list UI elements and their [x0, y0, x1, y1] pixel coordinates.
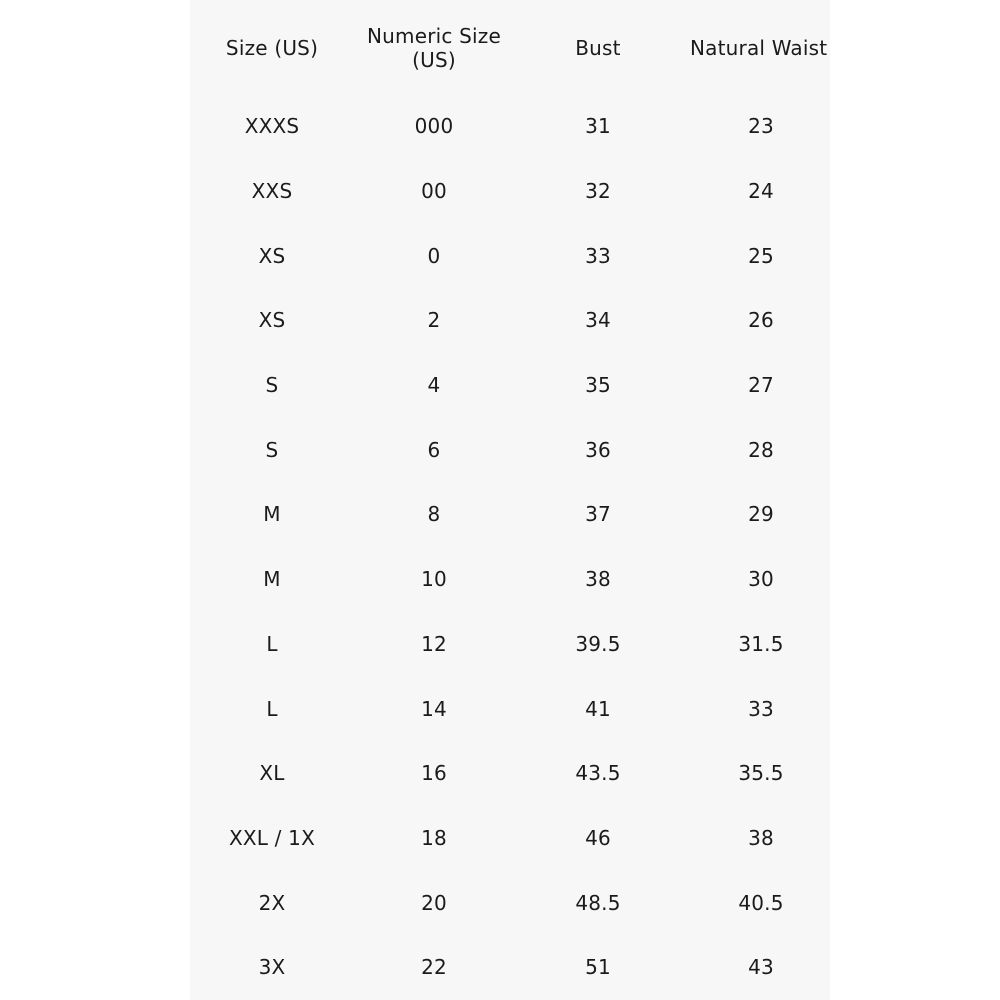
numeric-size-cell: 14 — [421, 696, 447, 721]
numeric-size-cell: 00 — [421, 179, 447, 204]
bust-cell: 41 — [585, 696, 611, 721]
natural-waist-cell: 35.5 — [738, 761, 784, 786]
natural-waist-cell: 23 — [748, 114, 774, 139]
size-us-cell: M — [263, 502, 281, 527]
size-us-cell: L — [266, 631, 278, 656]
size-us-cell: XL — [259, 761, 285, 786]
table-row — [190, 353, 830, 418]
bust-cell: 43.5 — [575, 761, 621, 786]
numeric-size-cell: 2 — [427, 308, 441, 333]
natural-waist-cell: 29 — [748, 502, 774, 527]
natural-waist-cell: 31.5 — [738, 631, 784, 656]
natural-waist-cell: 40.5 — [738, 890, 784, 915]
numeric-size-cell: 10 — [421, 567, 447, 592]
size-us-cell: 2X — [258, 890, 286, 915]
numeric-size-cell: 22 — [421, 955, 447, 980]
natural-waist-cell: 33 — [748, 696, 774, 721]
table-row — [190, 547, 830, 612]
bust-cell: 34 — [585, 308, 611, 333]
table-row — [190, 676, 830, 741]
header-natural-waist: Natural Waist — [690, 36, 828, 60]
natural-waist-cell: 28 — [748, 437, 774, 462]
table-row — [190, 482, 830, 547]
table-row — [190, 612, 830, 677]
size-chart-header-row — [190, 22, 830, 74]
numeric-size-cell: 12 — [421, 631, 447, 656]
size-us-cell: S — [265, 437, 279, 462]
bust-cell: 32 — [585, 179, 611, 204]
bust-cell: 37 — [585, 502, 611, 527]
bust-cell: 48.5 — [575, 890, 621, 915]
natural-waist-cell: 30 — [748, 567, 774, 592]
size-chart-body — [190, 94, 830, 1000]
size-us-cell: XS — [258, 308, 286, 333]
table-row — [190, 870, 830, 935]
natural-waist-cell: 24 — [748, 179, 774, 204]
table-row — [190, 417, 830, 482]
size-us-cell: XXL / 1X — [228, 825, 316, 850]
bust-cell: 39.5 — [575, 631, 621, 656]
table-row — [190, 223, 830, 288]
size-us-cell: M — [263, 567, 281, 592]
size-us-cell: S — [265, 373, 279, 398]
size-us-cell: XS — [258, 243, 286, 268]
numeric-size-cell: 6 — [427, 437, 441, 462]
bust-cell: 33 — [585, 243, 611, 268]
header-size-us: Size (US) — [225, 36, 319, 60]
natural-waist-cell: 27 — [748, 373, 774, 398]
natural-waist-cell: 38 — [748, 825, 774, 850]
numeric-size-cell: 16 — [421, 761, 447, 786]
numeric-size-cell: 18 — [421, 825, 447, 850]
table-row — [190, 288, 830, 353]
bust-cell: 38 — [585, 567, 611, 592]
bust-cell: 51 — [585, 955, 611, 980]
size-us-cell: L — [266, 696, 278, 721]
size-us-cell: XXXS — [244, 114, 300, 139]
bust-cell: 31 — [585, 114, 611, 139]
numeric-size-cell: 20 — [421, 890, 447, 915]
header-numeric-size: Numeric Size (US) — [366, 24, 501, 72]
natural-waist-cell: 26 — [748, 308, 774, 333]
bust-cell: 46 — [585, 825, 611, 850]
table-row — [190, 159, 830, 224]
table-row — [190, 94, 830, 159]
numeric-size-cell: 0 — [427, 243, 441, 268]
bust-cell: 36 — [585, 437, 611, 462]
table-row — [190, 935, 830, 1000]
natural-waist-cell: 43 — [748, 955, 774, 980]
header-bust: Bust — [575, 36, 621, 60]
natural-waist-cell: 25 — [748, 243, 774, 268]
table-row — [190, 741, 830, 806]
size-chart-panel — [190, 0, 830, 1000]
size-us-cell: XXS — [251, 179, 293, 204]
numeric-size-cell: 4 — [427, 373, 441, 398]
numeric-size-cell: 8 — [427, 502, 441, 527]
table-row — [190, 806, 830, 871]
bust-cell: 35 — [585, 373, 611, 398]
numeric-size-cell: 000 — [414, 114, 454, 139]
size-us-cell: 3X — [258, 955, 286, 980]
